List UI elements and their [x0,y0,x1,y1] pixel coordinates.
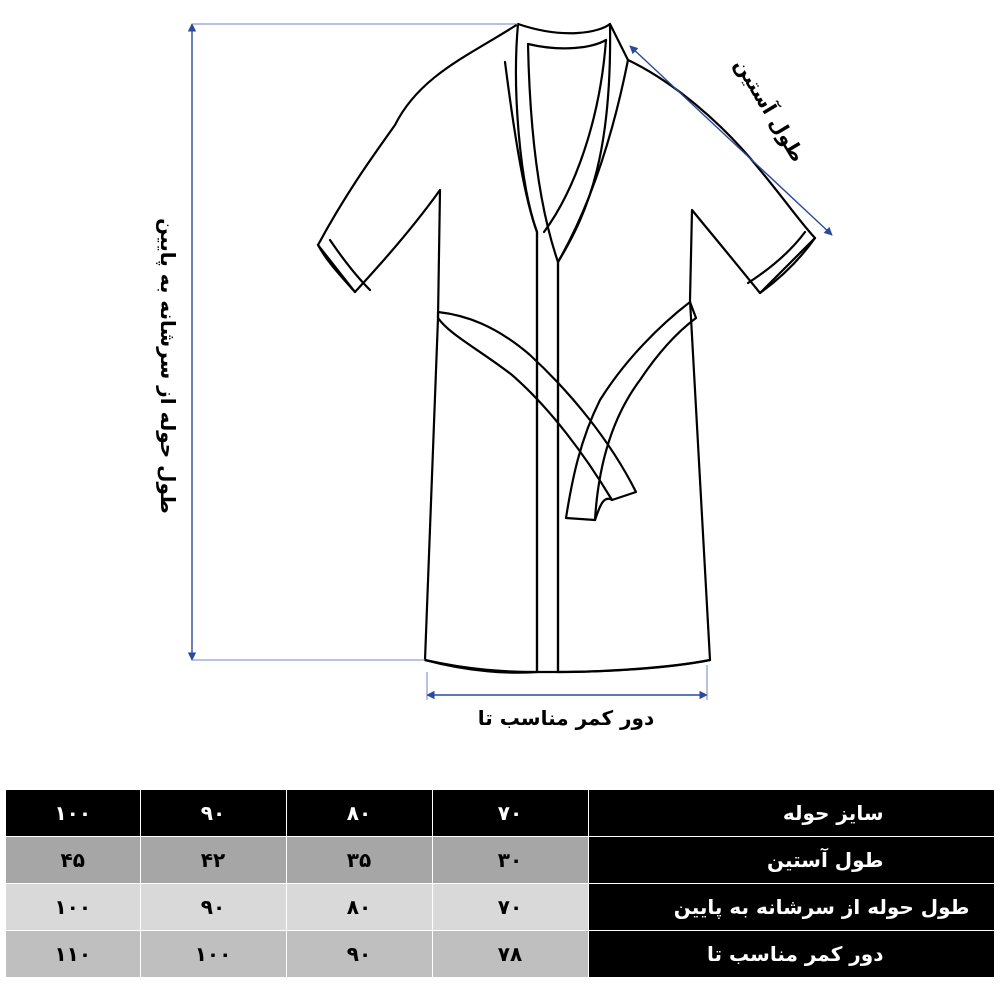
dimension-lines [192,24,832,700]
table-cell: ٣۵ [286,837,432,884]
table-row [6,931,994,978]
row-label-size: سایز حوله [588,790,994,837]
table-row [6,837,994,884]
size-chart-table [6,790,995,978]
table-row [6,790,994,837]
table-cell: ۴٢ [140,837,286,884]
sleeve-length-label: طول آستین [729,53,811,167]
table-cell: ٩٠ [286,931,432,978]
table-cell: ١٠٠ [140,931,286,978]
table-cell: ١١٠ [6,931,140,978]
robe-outline [318,24,815,673]
table-cell: ٨٠ [286,790,432,837]
table-cell: ۴۵ [6,837,140,884]
table-cell: ٧٨ [432,931,588,978]
table-row [6,884,994,931]
waist-label: دور کمر مناسب تا [477,706,655,730]
row-label-length: طول حوله از سرشانه به پایین [588,884,994,931]
table-cell: ١٠٠ [6,790,140,837]
table-cell: ٩٠ [140,884,286,931]
table-cell: ٩٠ [140,790,286,837]
table-cell: ٣٠ [432,837,588,884]
table-cell: ١٠٠ [6,884,140,931]
table-cell: ٨٠ [286,884,432,931]
row-label-sleeve: طول آستین [588,837,994,884]
table-cell: ٧٠ [432,884,588,931]
total-length-label: طول حوله از سرشانه به پایین [156,218,180,514]
table-cell: ٧٠ [432,790,588,837]
row-label-waist: دور کمر مناسب تا [588,931,994,978]
